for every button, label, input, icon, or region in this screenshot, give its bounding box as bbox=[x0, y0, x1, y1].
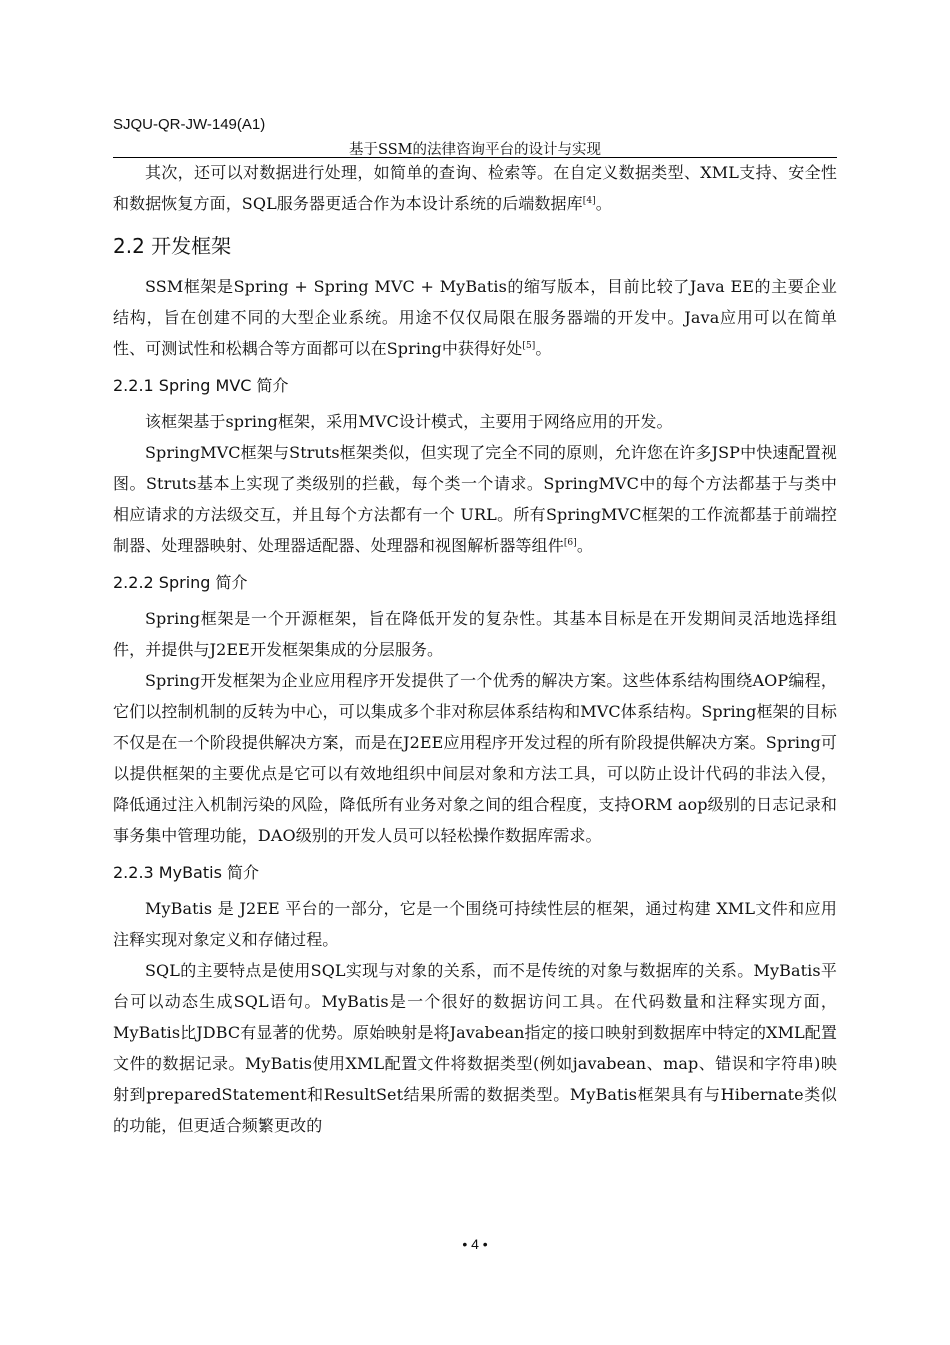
section-2-2-heading: 2.2 开发框架 bbox=[113, 234, 232, 258]
citation-4[interactable]: [4] bbox=[582, 196, 596, 206]
section-2-2-2-paragraph-1: Spring框架是一个开源框架，旨在降低开发的复杂性。其基本目标是在开发期间灵活地选择组件，并提供与J2EE开发框架集成的分层服务。 bbox=[113, 609, 837, 659]
section-2-2-3-heading: 2.2.3 MyBatis 简介 bbox=[113, 863, 259, 882]
page-body bbox=[113, 157, 837, 1141]
section-2-2-paragraph: SSM框架是Spring + Spring MVC + MyBatis的缩写版本，目前比较了Java EE的主要企业结构，旨在创建不同的大型企业系统。用途不仅仅局限在服务器端的开发中。Java应用可以在简单性、可测试性和松耦合等方面都可以在Spring中获得好处[5]。 bbox=[113, 277, 837, 358]
citation-6[interactable]: [6] bbox=[563, 538, 577, 548]
section-2-2-1-paragraph-1: 该框架基于spring框架，采用MVC设计模式，主要用于网络应用的开发。 bbox=[145, 412, 673, 431]
section-2-2-1-paragraph-2: SpringMVC框架与Struts框架类似，但实现了完全不同的原则，允许您在许多JSP中快速配置视图。Struts基本上实现了类级别的拦截，每个类一个请求。SpringMVC中的每个方法都基于与类中相应请求的方法级交互，并且每个方法都有一个 URL。所有SpringMVC框架的工作流都基于前端控制器、处理器映射、处理器适配器、处理器和视图解析器等组件[6]。 bbox=[113, 443, 837, 555]
section-2-2-3-paragraph-1: MyBatis 是 J2EE 平台的一部分，它是一个围绕可持续性层的框架，通过构建 XML文件和应用注释实现对象定义和存储过程。 bbox=[113, 899, 837, 949]
citation-5[interactable]: [5] bbox=[522, 341, 536, 351]
page-number: • 4 • bbox=[462, 1236, 488, 1252]
intro-paragraph: 其次，还可以对数据进行处理，如简单的查询、检索等。在自定义数据类型、XML支持、安全性和数据恢复方面，SQL服务器更适合作为本设计系统的后端数据库[4]。 bbox=[113, 163, 837, 213]
section-2-2-2-paragraph-2: Spring开发框架为企业应用程序开发提供了一个优秀的解决方案。这些体系结构围绕AOP编程，它们以控制机制的反转为中心，可以集成多个非对称层体系结构和MVC体系结构。Spring框架的目标不仅是在一个阶段提供解决方案，而是在J2EE应用程序开发过程的所有阶段提供解决方案。Spring可以提供框架的主要优点是它可以有效地组织中间层对象和方法工具，可以防止设计代码的非法入侵，降低通过注入机制污染的风险，降低所有业务对象之间的组合程度，支持ORM aop级别的日志记录和事务集中管理功能，DAO级别的开发人员可以轻松操作数据库需求。 bbox=[113, 671, 837, 845]
running-title: 基于SSM的法律咨询平台的设计与实现 bbox=[349, 142, 601, 158]
section-2-2-2-heading: 2.2.2 Spring 简介 bbox=[113, 573, 248, 592]
section-2-2-1-heading: 2.2.1 Spring MVC 简介 bbox=[113, 376, 289, 395]
document-code: SJQU-QR-JW-149(A1) bbox=[113, 116, 266, 133]
section-2-2-3-paragraph-2: SQL的主要特点是使用SQL实现与对象的关系，而不是传统的对象与数据库的关系。MyBatis平台可以动态生成SQL语句。MyBatis是一个很好的数据访问工具。在代码数量和注释实现方面，MyBatis比JDBC有显著的优势。原始映射是将Javabean指定的接口映射到数据库中特定的XML配置文件的数据记录。MyBatis使用XML配置文件将数据类型(例如javabean、map、错误和字符串)映射到preparedStatement和ResultSet结果所需的数据类型。MyBatis框架具有与Hibernate类似的功能，但更适合频繁更改的 bbox=[113, 961, 837, 1135]
